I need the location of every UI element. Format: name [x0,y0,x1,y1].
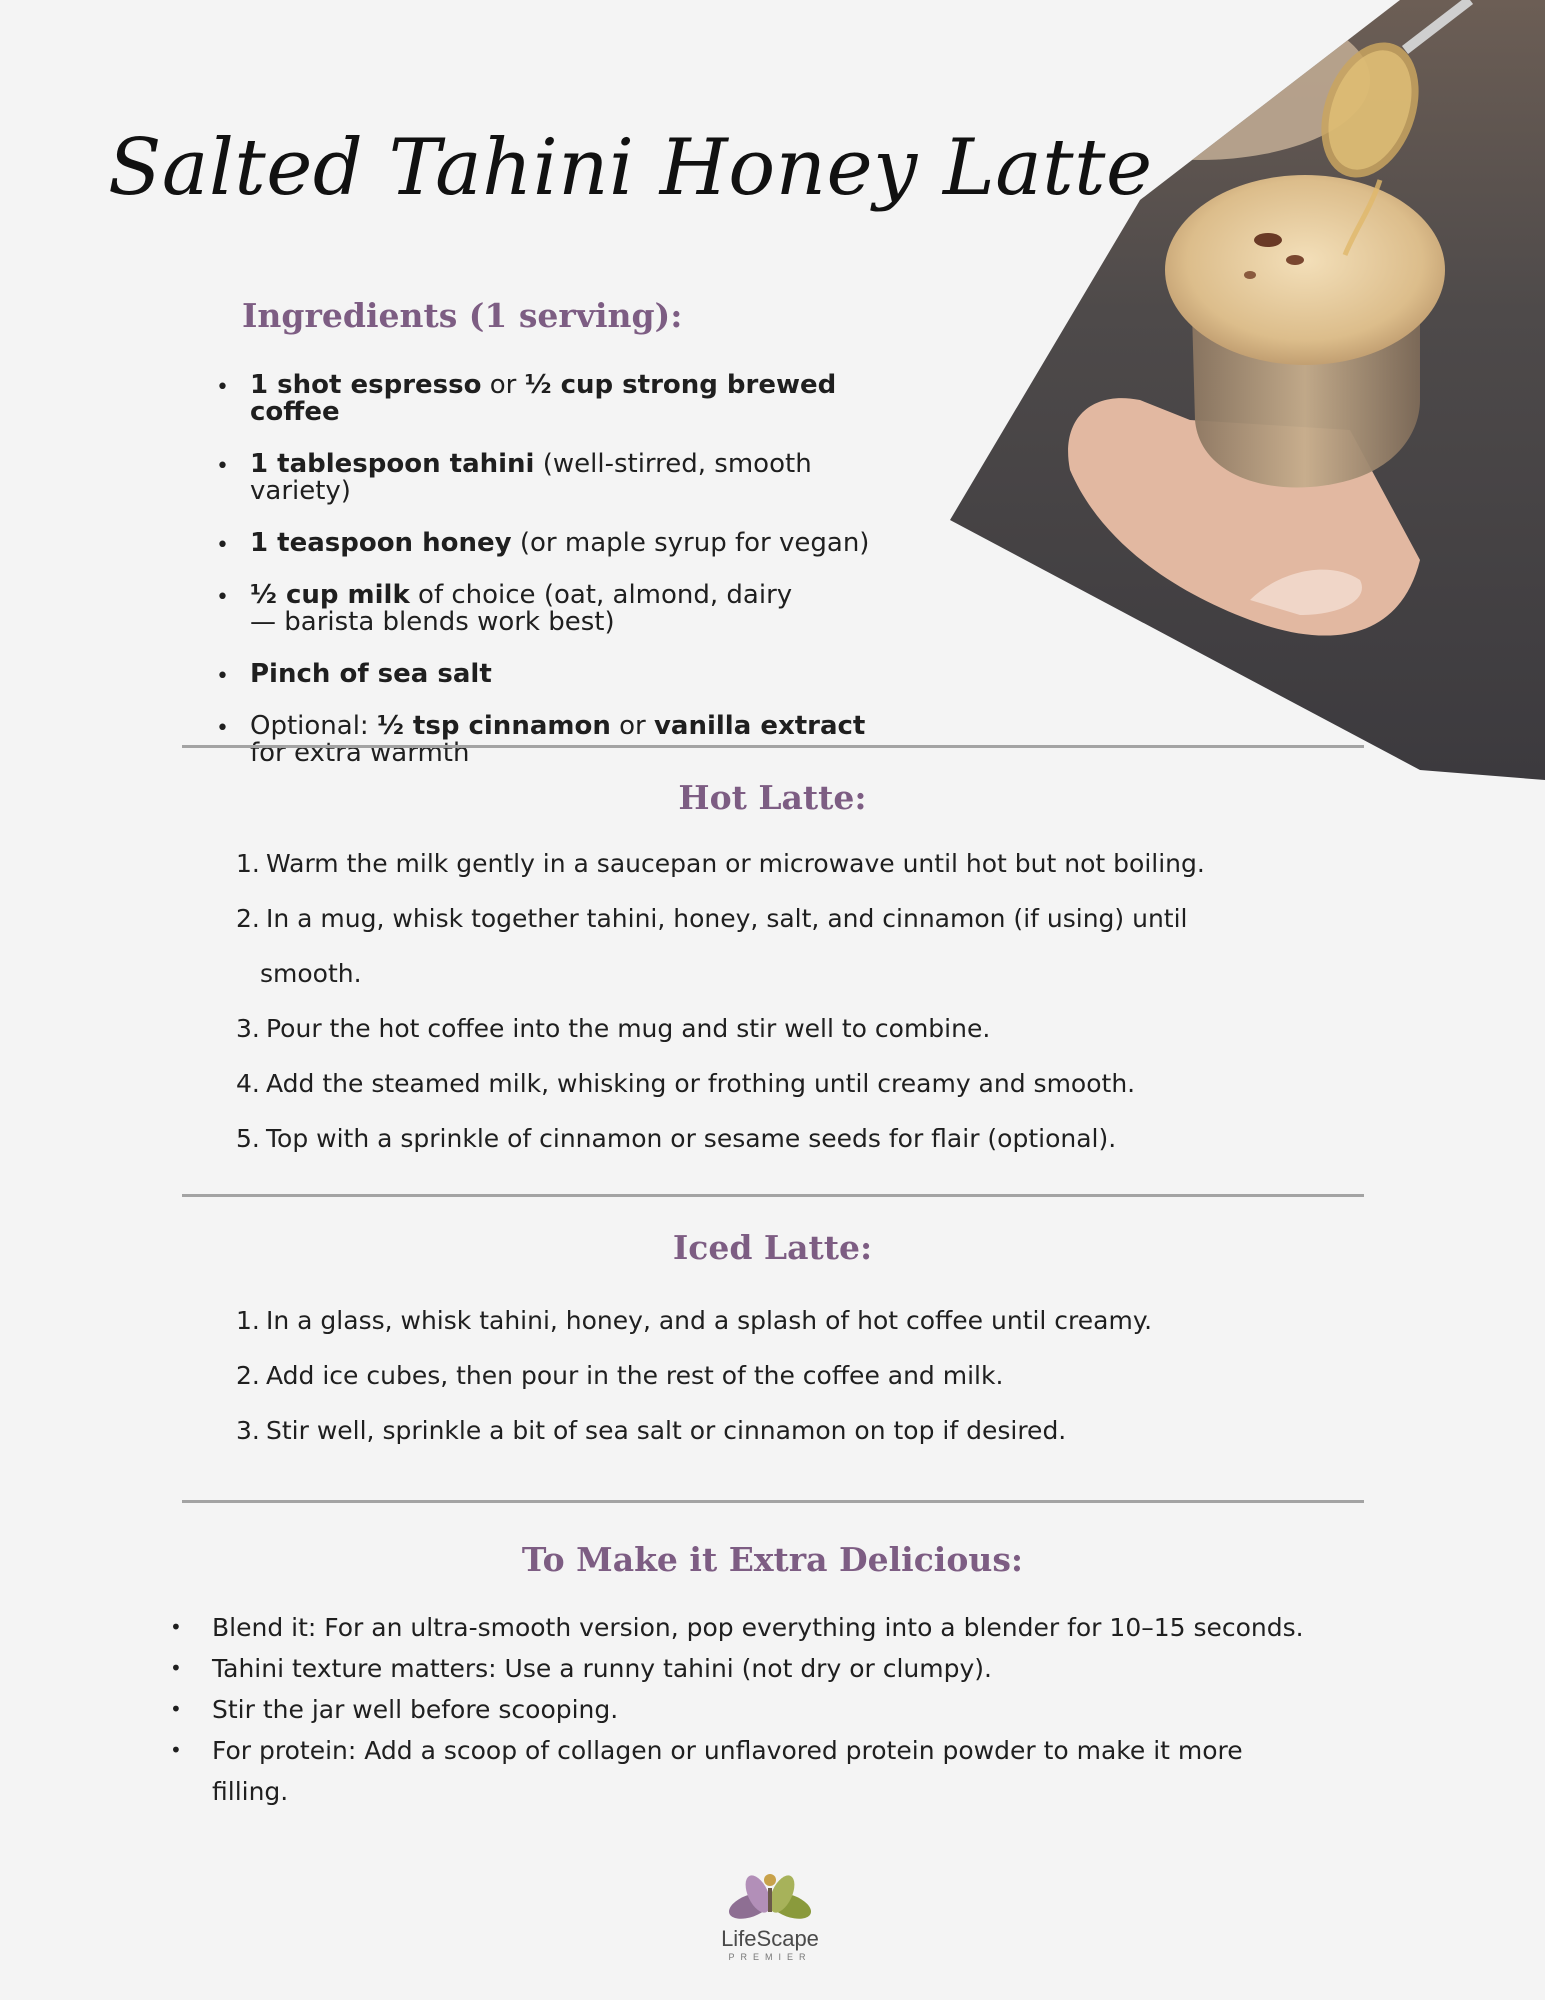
hot-latte-heading: Hot Latte: [678,778,867,817]
list-item: 3. Pour the hot coffee into the mug and stir well to combine. [236,1014,991,1043]
logo-subtitle: PREMIER [728,1952,812,1962]
divider [182,745,1364,748]
list-item: 1. In a glass, whisk tahini, honey, and a splash of hot coffee until creamy. [236,1306,1153,1335]
ingredients-list [216,372,906,792]
list-item: 3. Stir well, sprinkle a bit of sea salt or cinnamon on top if desired. [236,1416,1067,1445]
list-item: 1. Warm the milk gently in a saucepan or microwave until hot but not boiling. [236,849,1205,878]
iced-latte-heading: Iced Latte: [672,1228,873,1267]
list-item: • 1 teaspoon honey (or maple syrup for vegan) [216,530,906,557]
list-item: • Pinch of sea salt [216,661,906,688]
list-item: • Blend it: For an ultra-smooth version, pop everything into a blender for 10–15 seconds. [170,1607,1340,1648]
logo-name: LifeScape [721,1926,819,1951]
divider [182,1194,1364,1197]
list-item: • 1 tablespoon tahini (well-stirred, smooth variety) [216,451,906,505]
list-item: • ½ cup milk of choice (oat, almond, dairy — barista blends work best) [216,582,810,636]
latte-photo [950,0,1545,780]
page-title: Salted Tahini Honey Latte [108,123,1153,213]
ingredients-heading: Ingredients (1 serving): [242,296,683,335]
tips-list [170,1607,1340,1812]
lifescape-logo [700,1868,840,1968]
extra-delicious-heading: To Make it Extra Delicious: [521,1540,1024,1579]
list-item: 2. Add ice cubes, then pour in the rest of the coffee and milk. [236,1361,1004,1390]
list-item: 5. Top with a sprinkle of cinnamon or sesame seeds for flair (optional). [236,1124,1117,1153]
list-item: • For protein: Add a scoop of collagen or unflavored protein powder to make it more filling. [170,1730,1292,1812]
hot-latte-steps [236,836,1296,1166]
list-item: • 1 shot espresso or ½ cup strong brewed coffee [216,372,906,426]
list-item: • Optional: ½ tsp cinnamon or vanilla extract for extra warmth [216,713,890,767]
list-item: 4. Add the steamed milk, whisking or frothing until creamy and smooth. [236,1069,1136,1098]
lotus-icon [700,1868,840,1928]
iced-latte-steps [236,1293,1296,1458]
divider [182,1500,1364,1503]
list-item: • Stir the jar well before scooping. [170,1689,1340,1730]
list-item: 2. In a mug, whisk together tahini, honey, salt, and cinnamon (if using) until smooth. [236,904,1188,988]
list-item: • Tahini texture matters: Use a runny tahini (not dry or clumpy). [170,1648,1340,1689]
